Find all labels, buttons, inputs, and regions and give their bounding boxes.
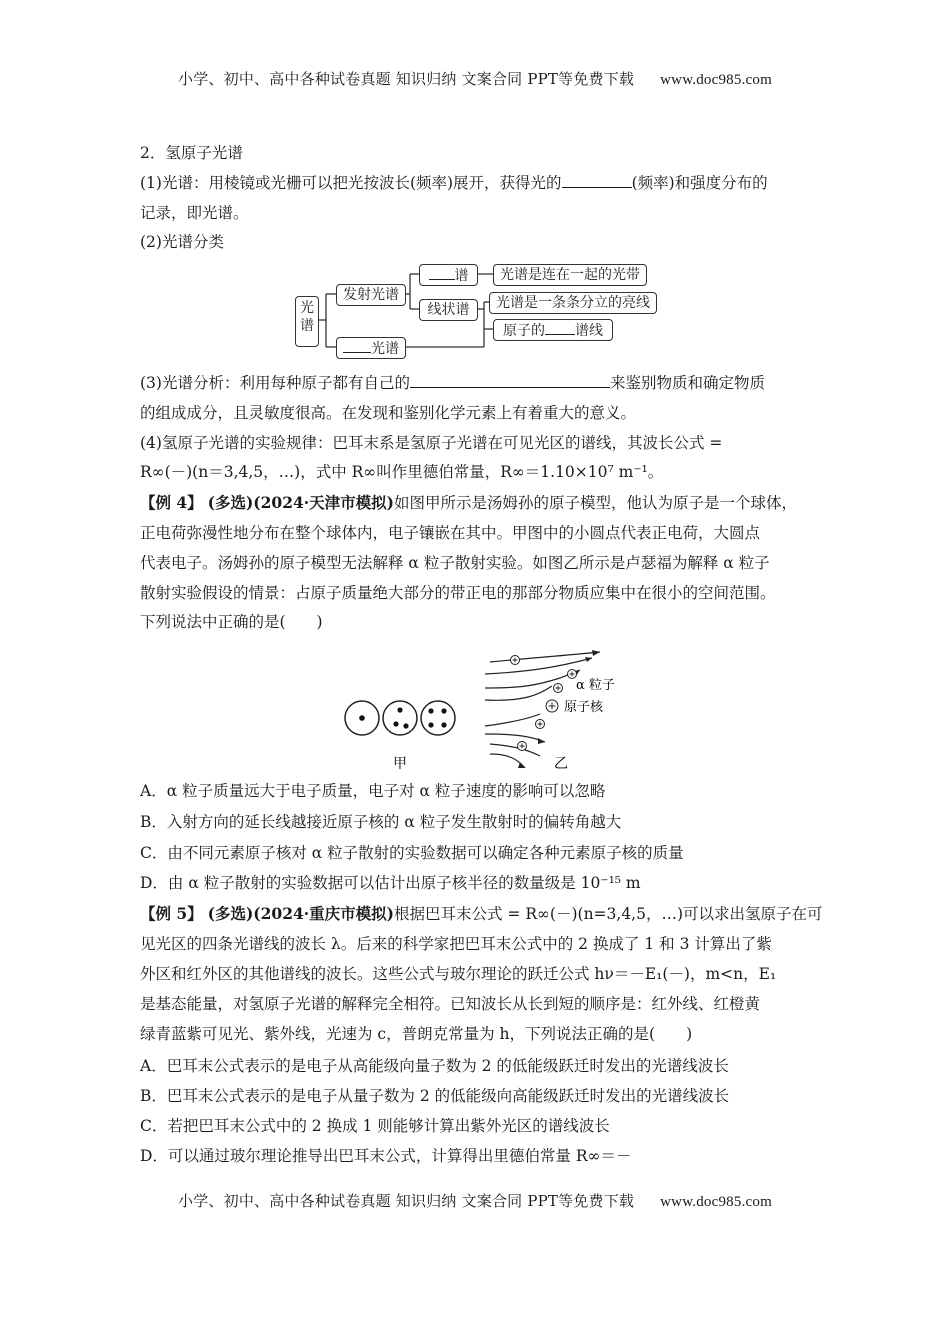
continuous-desc-box: 光谱是连在一起的光带	[493, 264, 647, 286]
example5-line4: 是基态能量，对氢原子光谱的解释完全相符。已知波长从长到短的顺序是：红外线、红橙黄	[140, 995, 761, 1013]
fill-blank	[410, 372, 610, 388]
example5-option-c: C．若把巴耳末公式中的 2 换成 1 则能够计算出紫外光区的谱线波长	[140, 1117, 610, 1135]
example5-option-b: B．巴耳末公式表示的是电子从量子数为 2 的低能级向高能级跃迁时发出的光谱线波长	[140, 1087, 730, 1105]
charge-dot	[441, 722, 446, 727]
paragraph-spectral-analysis-cont: 的组成成分，且灵敏度很高。在发现和鉴别化学元素上有着重大的意义。	[140, 404, 637, 422]
line-spectrum-box: 线状谱	[419, 299, 478, 321]
header-text: 小学、初中、高中各种试卷真题 知识归纳 文案合同 PPT等免费下载	[178, 70, 635, 88]
paragraph-spectral-analysis: (3)光谱分析：利用每种原子都有自己的 来鉴别物质和确定物质	[140, 374, 765, 392]
absorption-spectrum-box: 光谱	[336, 337, 406, 359]
charge-dot	[397, 707, 402, 712]
figure-label-b: 乙	[554, 756, 568, 772]
paragraph-spectrum-class: (2)光谱分类	[140, 233, 224, 251]
atom-model-figure	[330, 650, 630, 775]
example4-option-d: D．由 α 粒子散射的实验数据可以估计出原子核半径的数量级是 10⁻¹⁵ m	[140, 874, 641, 892]
example4-option-b: B．入射方向的延长线越接近原子核的 α 粒子发生散射时的偏转角越大	[140, 813, 622, 831]
thomson-atom-2	[383, 701, 417, 735]
charge-dot	[359, 715, 365, 721]
alpha-label: α 粒子	[576, 678, 615, 693]
paragraph-balmer-law-cont: R∞(－)(n＝3,4,5，…)，式中 R∞叫作里德伯常量，R∞＝1.10×10⁷ m⁻¹。	[140, 463, 664, 481]
paragraph-spectrum-def-cont: 记录，即光谱。	[140, 204, 249, 222]
example4-line4: 散射实验假设的情景：占原子质量绝大部分的带正电的那部分物质应集中在很小的空间范围。	[140, 584, 776, 602]
example4-option-a: A．α 粒子质量远大于电子质量，电子对 α 粒子速度的影响可以忽略	[140, 782, 606, 800]
figure-label-a: 甲	[393, 756, 407, 772]
charge-dot	[428, 722, 433, 727]
tree-root-box: 光谱	[295, 296, 319, 347]
example4-tag: 【例 4】	[140, 493, 203, 512]
example5-tag: 【例 5】	[140, 904, 203, 923]
example5-line1: 【例 5】 (多选)(2024·重庆市模拟)根据巴耳末公式 = R∞(－)(n=3,4,5，…)可以求出氢原子在可	[140, 904, 823, 923]
page-footer	[0, 1190, 950, 1211]
footer-text: 小学、初中、高中各种试卷真题 知识归纳 文案合同 PPT等免费下载	[178, 1192, 635, 1210]
thomson-atom-3	[421, 701, 455, 735]
paragraph-spectrum-def: (1)光谱：用棱镜或光栅可以把光按波长(频率)展开，获得光的 (频率)和强度分布的	[140, 174, 768, 192]
example5-source: (多选)(2024·重庆市模拟)	[207, 904, 394, 923]
example4-line1: 【例 4】 (多选)(2024·天津市模拟)如图甲所示是汤姆孙的原子模型，他认为原子是一个球体，	[140, 493, 798, 512]
example5-line3: 外区和红外区的其他谱线的波长。这些公式与玻尔理论的跃迁公式 hν＝－E₁(－)，m<n，E₁	[140, 965, 777, 983]
nucleus-label: 原子核	[564, 700, 604, 715]
example5-line5: 绿青蓝紫可见光、紫外线，光速为 c，普朗克常量为 h，下列说法正确的是( )	[140, 1025, 693, 1043]
charge-dot	[441, 708, 446, 713]
footer-url[interactable]: www.doc985.com	[660, 1194, 772, 1210]
section-title: 2．氢原子光谱	[140, 144, 243, 162]
continuous-spectrum-box: 谱	[419, 264, 478, 286]
example4-line5: 下列说法中正确的是( )	[140, 613, 323, 631]
header-url[interactable]: www.doc985.com	[660, 72, 772, 88]
emission-spectrum-box: 发射光谱	[336, 284, 406, 306]
arrowhead	[592, 650, 600, 656]
diagram-connectors	[0, 0, 950, 380]
atom-characteristic-box: 原子的 谱线	[493, 319, 613, 341]
example5-option-a: A．巴耳末公式表示的是电子从高能级向量子数为 2 的低能级跃迁时发出的光谱线波长	[140, 1057, 729, 1075]
example4-source: (多选)(2024·天津市模拟)	[207, 493, 394, 512]
line-desc-box: 光谱是一条条分立的亮线	[489, 292, 657, 314]
example5-option-d: D．可以通过玻尔理论推导出巴耳末公式，计算得出里德伯常量 R∞＝－	[140, 1147, 632, 1165]
example4-line2: 正电荷弥漫性地分布在整个球体内，电子镶嵌在其中。甲图中的小圆点代表正电荷，大圆点	[140, 524, 761, 542]
example4-option-c: C．由不同元素原子核对 α 粒子散射的实验数据可以确定各种元素原子核的质量	[140, 844, 684, 862]
example5-line2: 见光区的四条光谱线的波长 λ。后来的科学家把巴耳末公式中的 2 换成了 1 和 3 计算出了紫	[140, 935, 772, 953]
paragraph-balmer-law: (4)氢原子光谱的实验规律：巴耳末系是氢原子光谱在可见光区的谱线，其波长公式 =	[140, 434, 723, 452]
example4-line3: 代表电子。汤姆孙的原子模型无法解释 α 粒子散射实验。如图乙所示是卢瑟福为解释 α 粒子	[140, 554, 770, 572]
charge-dot	[428, 708, 433, 713]
charge-dot	[393, 721, 398, 726]
charge-dot	[403, 723, 408, 728]
